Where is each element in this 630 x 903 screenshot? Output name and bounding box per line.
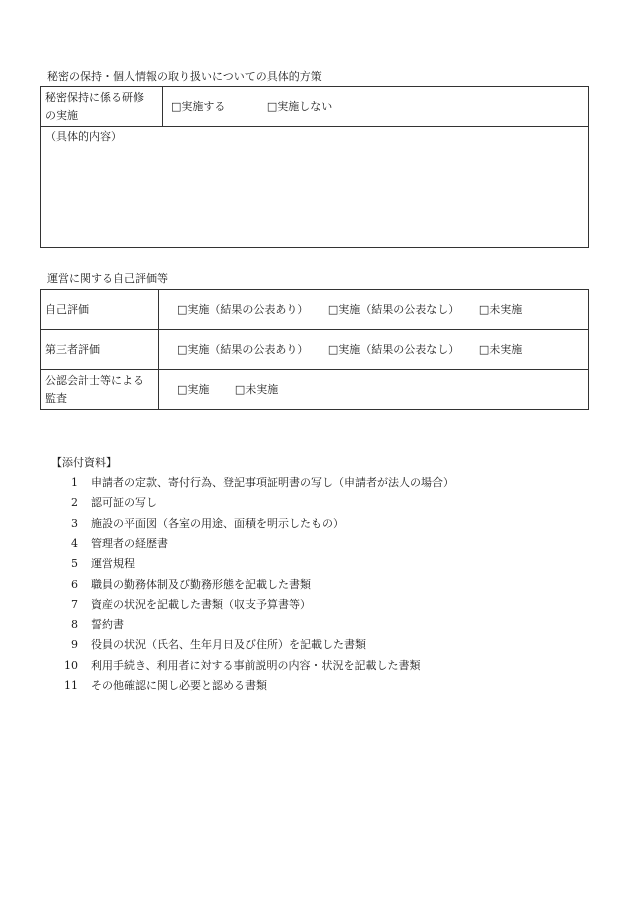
list-item: 4 管理者の経歴書 — [71, 537, 168, 550]
list-item: 1 申請者の定款、寄付行為、登記事項証明書の写し（申請者が法人の場合） — [71, 476, 454, 490]
attachments-title: 【添付資料】 — [51, 456, 117, 469]
list-item: 11 その他確認に関し必要と認める書類 — [64, 679, 267, 693]
specific-content-label: （具体的内容） — [45, 130, 122, 143]
evaluation-table — [40, 289, 589, 410]
evaluation-label: 自己評価 — [45, 302, 89, 316]
specific-content-field[interactable] — [41, 127, 589, 248]
audit-done-checkbox[interactable]: □実施 — [177, 382, 210, 396]
third-party-unpublished-checkbox[interactable]: □実施（結果の公表なし） — [327, 342, 460, 356]
evaluation-label-line2: 監査 — [45, 391, 67, 405]
list-item: 8 誓約書 — [71, 618, 124, 632]
self-eval-unpublished-checkbox[interactable]: □実施（結果の公表なし） — [327, 302, 460, 316]
training-no-checkbox[interactable]: □実施しない — [266, 99, 333, 113]
evaluation-row — [41, 370, 589, 410]
list-item: 9 役員の状況（氏名、生年月日及び住所）を記載した書類 — [71, 638, 366, 652]
list-item: 10 利用手続き、利用者に対する事前説明の内容・状況を記載した書類 — [64, 658, 421, 672]
content-row — [41, 127, 589, 248]
list-item: 3 施設の平面図（各室の用途、面積を明示したもの） — [71, 516, 344, 530]
evaluation-label: 第三者評価 — [45, 342, 100, 356]
evaluation-label: 公認会計士等による — [45, 373, 144, 387]
third-party-none-checkbox[interactable]: □未実施 — [478, 342, 523, 356]
list-item: 2 認可証の写し — [71, 496, 157, 510]
section2-title: 運営に関する自己評価等 — [47, 272, 168, 285]
training-label: 秘密保持に係る研修 の実施 — [41, 87, 163, 127]
self-eval-none-checkbox[interactable]: □未実施 — [478, 302, 523, 316]
evaluation-row — [41, 330, 589, 370]
evaluation-row — [41, 290, 589, 330]
self-eval-published-checkbox[interactable]: □実施（結果の公表あり） — [177, 302, 309, 316]
section1-title: 秘密の保持・個人情報の取り扱いについての具体的方策 — [47, 70, 322, 83]
third-party-published-checkbox[interactable]: □実施（結果の公表あり） — [177, 342, 309, 356]
list-item: 7 資産の状況を記載した書類（収支予算書等） — [71, 597, 311, 611]
training-yes-checkbox[interactable]: □実施する — [171, 99, 226, 113]
training-row — [41, 87, 589, 127]
attachments-list — [51, 455, 454, 696]
list-item: 6 職員の勤務体制及び勤務形態を記載した書類 — [71, 577, 311, 591]
training-options — [163, 87, 589, 127]
confidentiality-table — [40, 86, 589, 248]
audit-none-checkbox[interactable]: □未実施 — [234, 382, 279, 396]
list-item: 5 運営規程 — [71, 557, 135, 571]
